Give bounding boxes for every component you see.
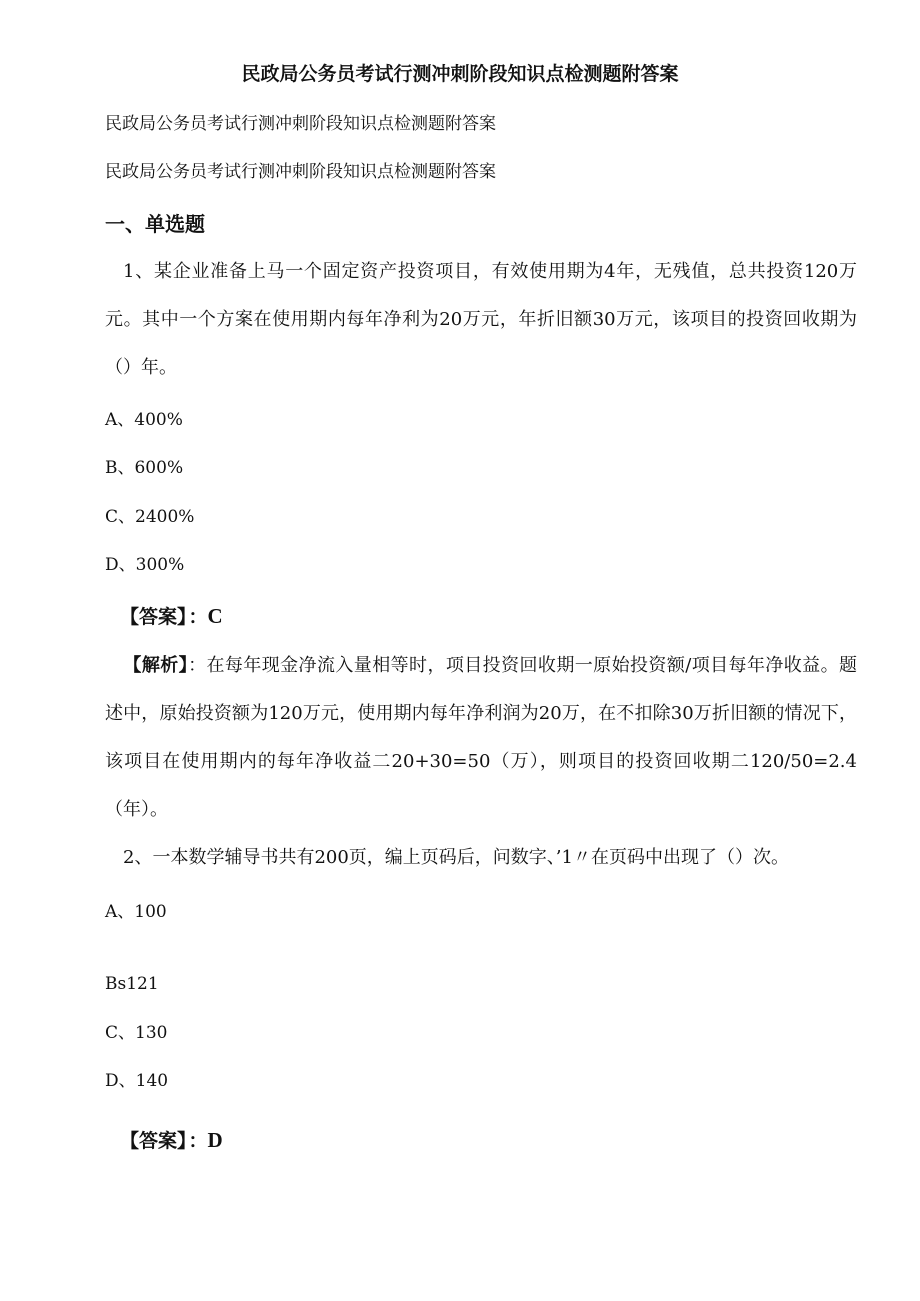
question-2-answer (120, 1128, 223, 1153)
question-2-stem (105, 834, 857, 882)
answer-label: 【答案】 (120, 1130, 187, 1152)
answer-separator: ： (188, 606, 208, 628)
answer-value: D (207, 1128, 223, 1152)
section-heading: 一、单选题 (105, 212, 205, 236)
analysis-label: 【解析】 (123, 655, 189, 676)
question-1-option-d: D、300% (105, 555, 185, 575)
question-2-stem-text: 2、一本数学辅导书共有200页，编上页码后，问数字、’1〃在页码中出现了（）次。 (123, 847, 789, 868)
question-2-option-d: D、140 (105, 1071, 169, 1091)
subtitle-line-1: 民政局公务员考试行测冲刺阶段知识点检测题附答案 (105, 114, 496, 134)
question-2-option-c: C、130 (105, 1023, 168, 1043)
answer-value: C (207, 604, 223, 628)
question-2-option-a: A、100 (105, 902, 167, 922)
answer-separator: ： (188, 1130, 208, 1152)
question-2-option-b: Bs121 (105, 974, 159, 994)
question-1-option-c: C、2400% (105, 507, 195, 527)
question-1-stem (105, 248, 857, 392)
question-1-option-a: A、400% (105, 410, 183, 430)
question-1-option-b: B、600% (105, 458, 184, 478)
analysis-text: ：在每年现金净流入量相等时，项目投资回收期一原始投资额/项目每年净收益。题述中，原始投资额为120万元，使用期内每年净利润为20万，在不扣除30万折旧额的情况下，该项目在使用期内的每年净收益二20+30=50（万），则项目的投资回收期二120/50=2.4（年）。 (105, 655, 858, 820)
document-title: 民政局公务员考试行测冲刺阶段知识点检测题附答案 (241, 63, 679, 85)
question-1-analysis (105, 642, 857, 834)
subtitle-line-2: 民政局公务员考试行测冲刺阶段知识点检测题附答案 (105, 162, 496, 182)
answer-label: 【答案】 (120, 606, 187, 628)
question-1-stem-text: 1、某企业准备上马一个固定资产投资项目，有效使用期为4年，无残值，总共投资120万元。其中一个方案在使用期内每年净利为20万元，年折旧额30万元，该项目的投资回收期为（）年。 (105, 261, 857, 378)
question-1-answer (120, 604, 223, 629)
